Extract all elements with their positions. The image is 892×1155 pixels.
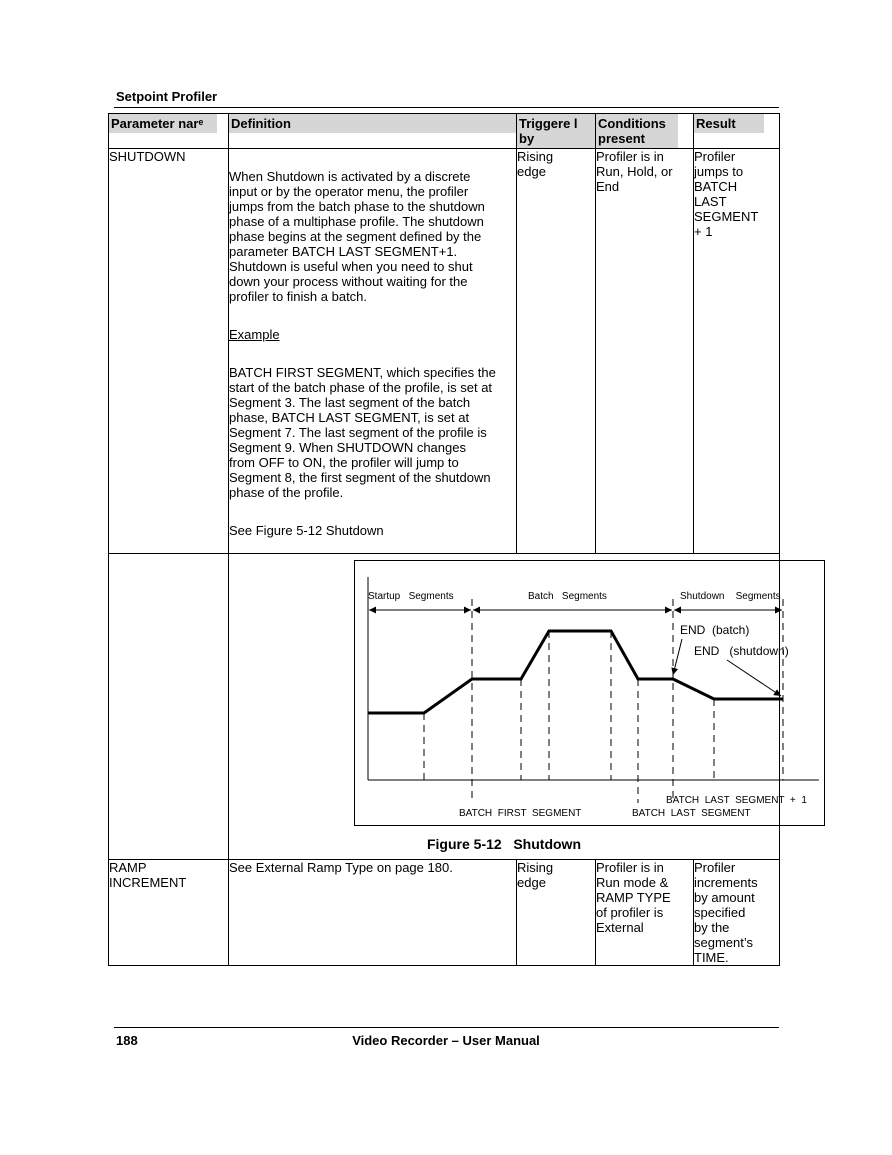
conditions-value: Profiler is in Run mode & RAMP TYPE of profiler is External (596, 860, 671, 935)
shutdown-segments-label: Shutdown Segments (680, 591, 781, 602)
figure-reference: See Figure 5-12 Shutdown (229, 523, 384, 538)
batch-first-segment-label: BATCH FIRST SEGMENT (459, 808, 582, 819)
parameter-name: RAMP INCREMENT (109, 860, 187, 890)
footer-title: Video Recorder – User Manual (352, 1033, 540, 1048)
parameter-name: SHUTDOWN (109, 149, 186, 164)
column-header-parameter: Parameter narᵉ (109, 114, 217, 133)
shutdown-diagram-svg (355, 561, 824, 825)
column-header-result: Result (694, 114, 764, 133)
end-shutdown-pointer (727, 660, 781, 696)
table-row-figure (109, 554, 780, 860)
end-shutdown-label: END (shutdown) (694, 644, 789, 658)
header-rule (114, 107, 779, 108)
result-value: Profiler jumps to BATCH LAST SEGMENT + 1 (694, 149, 759, 239)
end-batch-pointer (673, 639, 682, 675)
figure-caption: Figure 5-12 Shutdown (426, 836, 581, 852)
result-value: Profiler increments by amount specified by the segment’s TIME. (694, 860, 758, 965)
column-header-definition: Definition (229, 114, 516, 133)
section-title: Setpoint Profiler (116, 89, 218, 104)
footer-rule (114, 1027, 779, 1028)
parameter-table (108, 113, 807, 966)
table-row-ramp-increment (109, 860, 780, 966)
column-header-triggered-by: Triggere l by (517, 114, 595, 148)
example-heading: Example (229, 327, 280, 342)
table-header-row (109, 114, 780, 149)
definition-paragraph: See External Ramp Type on page 180. (229, 860, 453, 875)
table-row-shutdown (109, 149, 780, 554)
batch-last-plus-one-label: BATCH LAST SEGMENT + 1 (666, 795, 807, 806)
page-number: 188 (116, 1033, 138, 1048)
batch-last-segment-label: BATCH LAST SEGMENT (632, 808, 751, 819)
column-header-conditions: Conditions present (596, 114, 678, 148)
shutdown-diagram (354, 560, 825, 826)
triggered-by-value: Rising edge (517, 860, 554, 890)
figure-container (229, 554, 807, 859)
conditions-value: Profiler is in Run, Hold, or End (596, 149, 673, 194)
end-batch-label: END (batch) (680, 623, 750, 637)
batch-segments-label: Batch Segments (528, 591, 607, 602)
definition-paragraph: When Shutdown is activated by a discrete input or by the operator menu, the profiler jumps from the batch phase to the shutdown phase of a multiphase profile. The shutdown phase begins at the segment defined by the parameter BATCH LAST SEGMENT+1. Shutdown is useful when you need to shut down your process without waiting for the profiler to finish a batch. (229, 169, 485, 304)
definition-paragraph: BATCH FIRST SEGMENT, which specifies the start of the batch phase of the profile, is set at Segment 3. The last segment of the batch phase, BATCH LAST SEGMENT, is set at Segment 7. The last segment of the profile is Segment 9. When SHUTDOWN changes from OFF to ON, the profiler will jump to Segment 8, the first segment of the shutdown phase of the profile. (229, 365, 496, 500)
startup-segments-label: Startup Segments (368, 591, 454, 602)
triggered-by-value: Rising edge (517, 149, 554, 179)
